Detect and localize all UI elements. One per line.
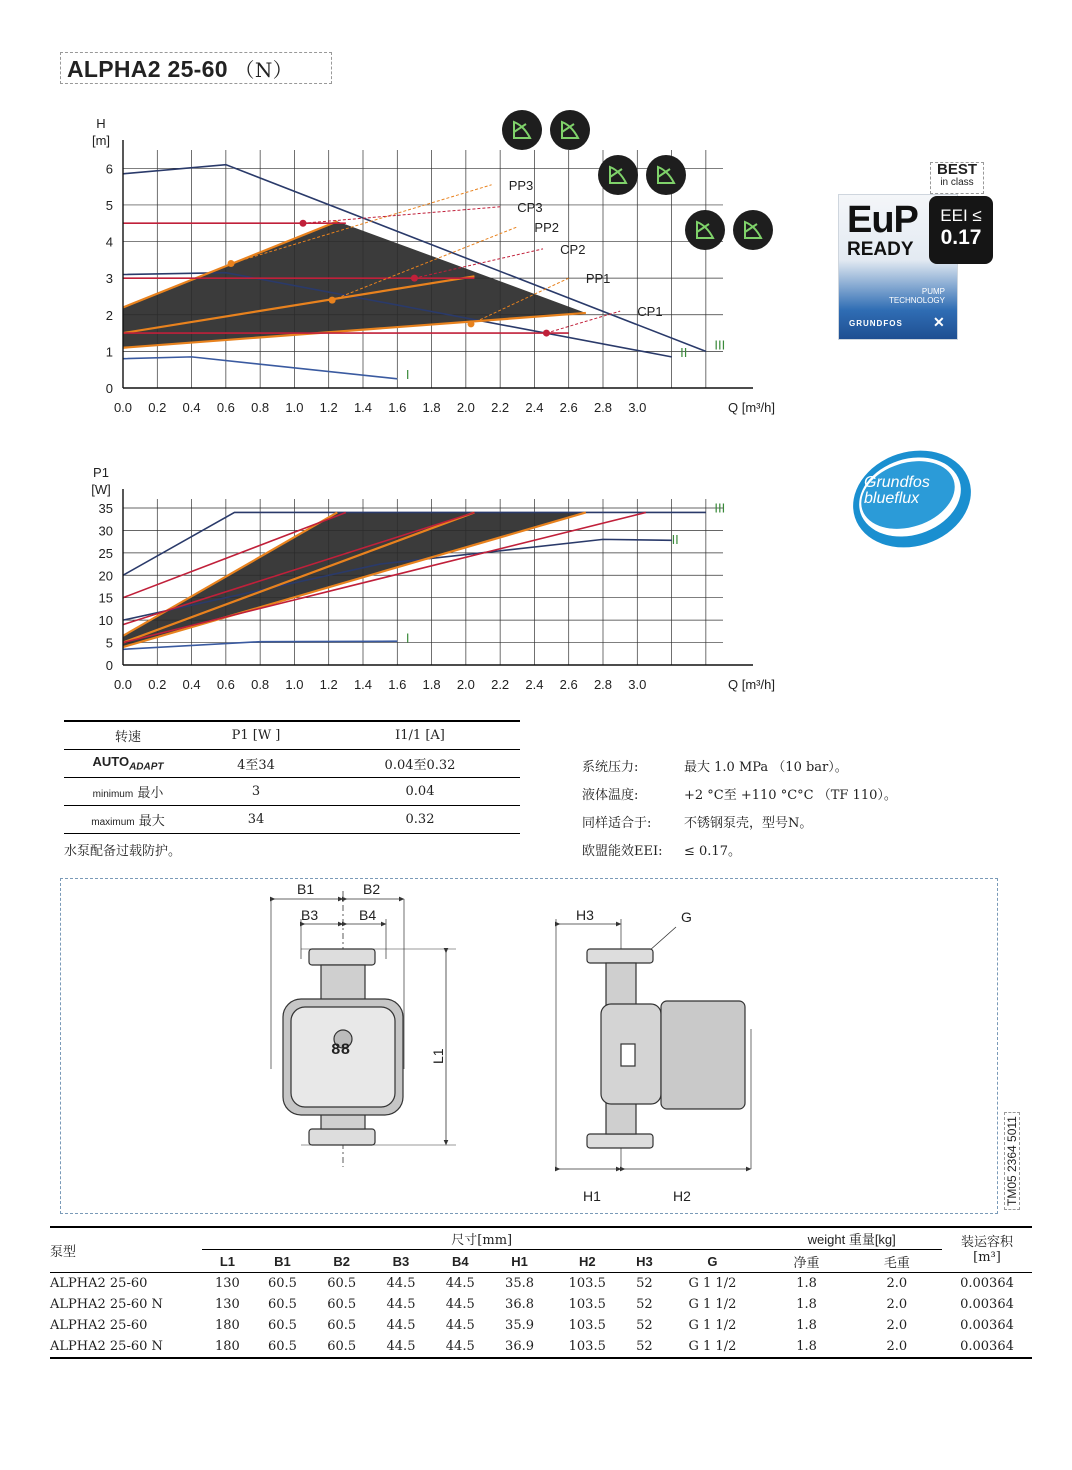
y-axis-label: P1 <box>93 465 109 480</box>
info-value: +2 °C至 +110 °C°C （TF 110）。 <box>684 788 897 803</box>
y-tick-label: 0 <box>105 658 113 673</box>
table-row <box>50 1294 1032 1315</box>
value-cell: 60.5 <box>327 1297 357 1312</box>
x-tick-label: 2.8 <box>593 400 613 415</box>
dim-col-6: H2 <box>578 1253 596 1269</box>
min-label: 最小 <box>137 786 164 801</box>
x-tick-label: 0.2 <box>148 677 167 692</box>
pump-display-text: 88 <box>331 1041 351 1059</box>
value-cell: 1.8 <box>796 1297 817 1312</box>
proportional-pressure-icon <box>598 155 638 195</box>
value-cell: G 1 1/2 <box>688 1339 737 1354</box>
info-key: 液体温度: <box>582 788 639 803</box>
callout-label-cp1: CP1 <box>637 304 663 320</box>
x-tick-label: 1.2 <box>319 677 338 692</box>
value-cell: 60.5 <box>267 1297 297 1312</box>
x-tick-label: 1.8 <box>422 677 441 692</box>
table-row <box>64 778 520 806</box>
info-key: 欧盟能效EEI: <box>582 844 663 859</box>
x-tick-label: 0.6 <box>216 677 235 692</box>
model-header: 泵型 <box>50 1227 202 1273</box>
x-tick-label: 1.6 <box>388 400 407 415</box>
value-cell: 52 <box>636 1339 653 1354</box>
auto-current: 0.04至0.32 <box>384 758 456 773</box>
curve-label: I <box>405 630 410 646</box>
max-p1: 34 <box>247 812 265 827</box>
table-row <box>50 1336 1032 1357</box>
table-row <box>64 806 520 834</box>
model-cell: ALPHA2 25-60 <box>50 1318 148 1333</box>
y-tick-label: 0 <box>105 381 113 396</box>
x-tick-label: 2.8 <box>593 677 613 692</box>
value-cell: 60.5 <box>327 1339 357 1354</box>
max-label: 最大 <box>138 814 165 829</box>
x-tick-label: 1.6 <box>388 677 407 692</box>
proportional-pressure-icon <box>502 110 542 150</box>
y-tick-label: 25 <box>98 545 113 561</box>
dim-col-10: 毛重 <box>883 1255 910 1271</box>
curve-label: III <box>714 500 726 516</box>
x-tick-label: 2.6 <box>559 400 578 415</box>
value-cell: 2.0 <box>886 1339 908 1354</box>
x-tick-label: 3.0 <box>628 400 647 415</box>
x-tick-label: 0.8 <box>251 677 270 692</box>
value-cell: 44.5 <box>386 1276 416 1291</box>
curve-label: II <box>671 531 679 547</box>
operating-point-marker <box>300 220 307 227</box>
value-cell: 2.0 <box>886 1318 908 1333</box>
spec-table <box>64 720 520 859</box>
dim-g: G <box>681 909 692 925</box>
eei-label: EEI ≤ <box>940 206 982 225</box>
spec-header-current: I1/1 [A] <box>395 728 445 743</box>
x-tick-label: 2.0 <box>456 677 475 692</box>
blueflux-logo <box>848 445 976 557</box>
model-suffix: （N） <box>234 58 293 82</box>
dim-col-3: B3 <box>392 1253 410 1269</box>
y-tick-label: 1 <box>105 344 113 360</box>
x-tick-label: 2.0 <box>456 400 475 415</box>
value-cell: 44.5 <box>445 1297 475 1312</box>
value-cell: 103.5 <box>568 1339 606 1354</box>
table-row <box>50 1315 1032 1336</box>
value-cell: 130 <box>215 1276 240 1291</box>
operating-point-marker <box>543 330 550 337</box>
pump-drawing-svg <box>61 879 997 1213</box>
dim-col-5: H1 <box>511 1253 528 1269</box>
y-tick-label: 35 <box>98 500 113 516</box>
value-cell: 52 <box>636 1276 653 1291</box>
info-value: 最大 1.0 MPa （10 bar）。 <box>684 760 848 775</box>
value-cell: 44.5 <box>445 1276 475 1291</box>
dim-l1: L1 <box>430 1048 446 1064</box>
power-flow-chart <box>55 445 775 710</box>
volume-unit: [m³] <box>973 1250 1001 1265</box>
value-cell: 60.5 <box>327 1276 357 1291</box>
value-cell: 0.00364 <box>960 1297 1014 1312</box>
in-class-text: in class <box>940 177 974 188</box>
value-cell: 103.5 <box>568 1276 606 1291</box>
callout-label-cp3: CP3 <box>517 199 543 215</box>
y-axis-unit: [m] <box>91 133 111 148</box>
value-cell: G 1 1/2 <box>688 1276 737 1291</box>
value-cell: 52 <box>636 1318 653 1333</box>
min-p1: 3 <box>251 784 261 799</box>
dim-b4: B4 <box>359 907 377 923</box>
value-cell: 1.8 <box>796 1318 817 1333</box>
size-header: 尺寸[mm] <box>202 1227 761 1250</box>
dim-h3: H3 <box>576 907 594 923</box>
value-cell: 44.5 <box>386 1339 416 1354</box>
value-cell: 1.8 <box>796 1276 817 1291</box>
value-cell: 0.00364 <box>960 1339 1014 1354</box>
operating-range-area <box>123 221 586 347</box>
constant-pressure-icon <box>550 110 590 150</box>
ready-text: READY <box>847 239 914 260</box>
y-tick-label: 10 <box>98 613 113 629</box>
value-cell: 60.5 <box>267 1276 297 1291</box>
x-tick-label: 0.2 <box>148 400 167 415</box>
autoadapt-label: AUTO <box>92 754 130 770</box>
dim-col-9: 净重 <box>793 1255 820 1271</box>
model-name: ALPHA2 25-60 <box>67 56 228 82</box>
y-tick-label: 15 <box>98 590 113 606</box>
x-tick-label: 1.0 <box>285 677 304 692</box>
x-tick-label: 0.4 <box>182 677 201 692</box>
x-tick-label: 0.0 <box>113 400 133 415</box>
min-current: 0.04 <box>405 784 435 799</box>
callout-label-pp1: PP1 <box>585 271 611 287</box>
value-cell: 60.5 <box>267 1318 297 1333</box>
operating-point-marker <box>411 275 418 282</box>
value-cell: 180 <box>215 1318 240 1333</box>
x-tick-label: 1.4 <box>353 677 373 692</box>
info-key: 系统压力: <box>582 760 639 775</box>
value-cell: 2.0 <box>886 1297 908 1312</box>
curve-label: I <box>405 366 410 382</box>
dim-b3: B3 <box>301 907 319 923</box>
value-cell: 2.0 <box>886 1276 908 1291</box>
spec-header-p1: P1 [W ] <box>231 728 281 743</box>
min-label-en: minimum <box>92 789 134 800</box>
value-cell: 44.5 <box>445 1339 475 1354</box>
dim-col-2: B2 <box>333 1253 351 1269</box>
x-tick-label: 2.4 <box>525 400 544 415</box>
value-cell: 36.9 <box>505 1339 534 1354</box>
x-tick-label: 0.8 <box>251 400 270 415</box>
model-cell: ALPHA2 25-60 N <box>50 1297 163 1312</box>
eei-badge <box>929 196 993 264</box>
value-cell: 0.00364 <box>960 1276 1014 1291</box>
value-cell: 35.9 <box>505 1318 534 1333</box>
overload-note: 水泵配备过载防护。 <box>64 844 182 859</box>
model-cell: ALPHA2 25-60 N <box>50 1339 163 1354</box>
x-tick-label: 0.6 <box>216 400 235 415</box>
operating-point-marker <box>468 320 475 327</box>
value-cell: 180 <box>215 1339 240 1354</box>
x-tick-label: 2.2 <box>491 400 510 415</box>
x-tick-label: 2.6 <box>559 677 578 692</box>
x-tick-label: 2.4 <box>525 677 544 692</box>
y-tick-label: 5 <box>105 197 113 213</box>
x-tick-label: 1.2 <box>319 400 338 415</box>
table-row <box>64 750 520 778</box>
y-tick-label: 2 <box>105 307 113 323</box>
dim-col-7: H3 <box>636 1253 653 1269</box>
x-axis-label: Q [m³/h] <box>728 400 775 415</box>
x-tick-label: 3.0 <box>628 677 647 692</box>
pump-technology-text: PUMP TECHNOLOGY <box>888 287 945 305</box>
value-cell: 35.8 <box>505 1276 534 1291</box>
dim-col-0: L1 <box>219 1253 235 1269</box>
callout-line <box>303 207 500 223</box>
value-cell: 44.5 <box>386 1297 416 1312</box>
y-tick-label: 4 <box>105 234 113 250</box>
x-tick-label: 0.0 <box>113 677 133 692</box>
side-view <box>556 919 751 1169</box>
operating-point-marker <box>329 297 336 304</box>
eei-value: 0.17 <box>940 226 982 249</box>
best-text: BEST <box>936 161 977 178</box>
value-cell: 52 <box>636 1297 653 1312</box>
x-tick-label: 2.2 <box>491 677 510 692</box>
weight-header: weight 重量[kg] <box>761 1227 942 1250</box>
front-view <box>271 891 456 1167</box>
dim-h2: H2 <box>673 1188 691 1204</box>
dim-h1: H1 <box>583 1188 601 1204</box>
dim-b1: B1 <box>297 881 315 897</box>
dimension-drawing <box>60 878 998 1214</box>
eup-text: EuP <box>847 199 918 241</box>
autoadapt-sub: ADAPT <box>129 761 164 773</box>
drawing-code: TM05 2364 5011 <box>1004 1112 1020 1210</box>
y-tick-label: 6 <box>105 161 113 177</box>
curve-label: II <box>680 344 688 360</box>
value-cell: 36.8 <box>505 1297 534 1312</box>
x-tick-label: 0.4 <box>182 400 201 415</box>
value-cell: G 1 1/2 <box>688 1297 737 1312</box>
constant-pressure-icon <box>733 210 773 250</box>
callout-label-pp3: PP3 <box>508 177 534 193</box>
x-tick-label: 1.0 <box>285 400 304 415</box>
y-axis-unit: [W] <box>91 482 111 497</box>
dim-col-8: G <box>707 1253 718 1269</box>
y-tick-label: 5 <box>105 635 113 651</box>
curve-label: III <box>714 337 726 353</box>
callout-label-cp2: CP2 <box>560 241 586 257</box>
value-cell: 60.5 <box>327 1318 357 1333</box>
max-current: 0.32 <box>405 812 435 827</box>
info-value: 不锈钢泵壳，型号N。 <box>684 816 813 831</box>
value-cell: 130 <box>215 1297 240 1312</box>
volume-header: 装运容积 <box>960 1235 1013 1250</box>
y-tick-label: 30 <box>98 523 113 539</box>
info-key: 同样适合于: <box>582 816 652 831</box>
info-value: ≤ 0.17。 <box>684 844 741 859</box>
info-list <box>582 756 902 868</box>
value-cell: 103.5 <box>568 1318 606 1333</box>
y-tick-label: 3 <box>105 271 113 287</box>
dimensions-table <box>50 1226 1032 1359</box>
grundfos-brand-text: GRUNDFOS <box>849 319 903 328</box>
page-title <box>60 52 332 84</box>
dim-col-4: B4 <box>451 1253 469 1269</box>
grundfos-x-icon: ✕ <box>933 315 945 331</box>
value-cell: 60.5 <box>267 1339 297 1354</box>
auto-p1: 4至34 <box>237 758 275 773</box>
blueflux-text: Grundfos blueflux <box>864 474 930 507</box>
operating-point-marker <box>228 260 235 267</box>
best-in-class-badge <box>930 162 984 194</box>
proportional-pressure-icon <box>685 210 725 250</box>
value-cell: 44.5 <box>386 1318 416 1333</box>
constant-pressure-icon <box>646 155 686 195</box>
value-cell: 0.00364 <box>960 1318 1014 1333</box>
eup-ready-logo <box>836 160 996 340</box>
x-axis-label: Q [m³/h] <box>728 677 775 692</box>
x-tick-label: 1.8 <box>422 400 441 415</box>
max-label-en: maximum <box>91 817 135 828</box>
spec-header-speed: 转速 <box>114 730 141 745</box>
model-cell: ALPHA2 25-60 <box>50 1276 148 1291</box>
callout-label-pp2: PP2 <box>534 219 560 235</box>
dim-b2: B2 <box>363 881 381 897</box>
x-tick-label: 1.4 <box>353 400 373 415</box>
value-cell: 1.8 <box>796 1339 817 1354</box>
table-row <box>50 1273 1032 1295</box>
value-cell: G 1 1/2 <box>688 1318 737 1333</box>
value-cell: 44.5 <box>445 1318 475 1333</box>
y-axis-label: H <box>96 116 106 131</box>
y-tick-label: 20 <box>98 568 113 584</box>
value-cell: 103.5 <box>568 1297 606 1312</box>
dim-col-1: B1 <box>274 1253 291 1269</box>
